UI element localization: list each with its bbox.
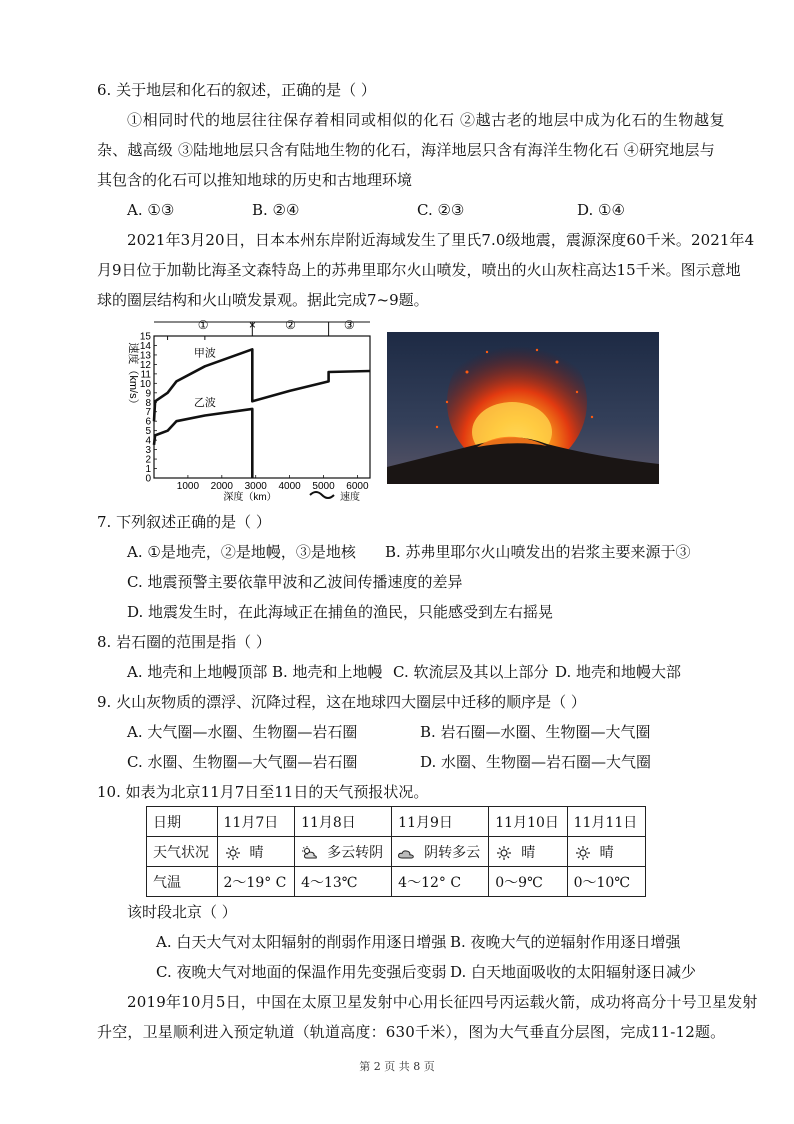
table-header: 日期 (147, 807, 218, 837)
intro11-12-line1: 2019年10月5日，中国在太原卫星发射中心用长征四号丙运载火箭，成功将高分十号卫星发射 (127, 993, 758, 1011)
y-tick-label: 13 (139, 350, 151, 362)
y-tick-label: 10 (139, 378, 151, 390)
q6-option-a: A. ①③ (127, 201, 175, 219)
chart-top-label: × (248, 318, 256, 332)
q10-sub-stem: 该时段北京（ ） (127, 903, 237, 921)
x-tick-label: 1000 (176, 481, 200, 492)
weather-text: 晴 (599, 844, 614, 861)
series-label: 甲波 (193, 347, 216, 360)
weather-text: 阴转多云 (424, 844, 481, 861)
q8-stem: 8. 岩石圈的范围是指（ ） (97, 633, 271, 651)
y-tick-label: 3 (145, 445, 151, 457)
table-cell: 4～12° C (392, 867, 489, 897)
q9-stem: 9. 火山灰物质的漂浮、沉降过程，这在地球四大圈层中迁移的顺序是（ ） (97, 693, 586, 711)
table-header: 11月9日 (392, 807, 489, 837)
chart-top-label: ② (285, 318, 296, 332)
table-header: 11月8日 (295, 807, 392, 837)
q6-option-d: D. ①④ (577, 201, 625, 219)
table-cell (567, 837, 645, 867)
q9-option-b: B. 岩石圈—水圈、生物圈—大气圈 (420, 723, 651, 741)
x-tick-label: 3000 (244, 481, 267, 492)
table-cell (217, 837, 295, 867)
chart-top-label: ③ (343, 318, 355, 332)
x-tick-label: 5000 (312, 481, 335, 492)
q9-option-c: C. 水圈、生物圈—大气圈—岩石圈 (127, 753, 358, 771)
sun-icon (495, 846, 513, 860)
table-cell: 天气状况 (147, 837, 218, 867)
table-cell: 4～13℃ (295, 867, 392, 897)
y-tick-label: 12 (139, 359, 151, 371)
intro7-9-line3: 球的圈层结构和火山喷发景观。据此完成7~9题。 (97, 291, 429, 309)
q6-line2: 杂、越高级 ③陆地地层只含有陆地生物的化石，海洋地层只含有海洋生物化石 ④研究地层与 (97, 141, 715, 159)
sun-icon (574, 846, 592, 860)
q10-option-d: D. 白天地面吸收的太阳辐射逐日减少 (450, 963, 697, 981)
intro11-12-line2: 升空，卫星顺利进入预定轨道（轨道高度：630千米），图为大气垂直分层图，完成11-12题。 (97, 1023, 726, 1041)
q6-option-c: C. ②③ (417, 201, 465, 219)
q8-option-b: B. 地壳和上地幔 (272, 663, 383, 681)
x-tick-label: 2000 (210, 481, 233, 492)
y-tick-label: 4 (145, 435, 151, 447)
seismic-wave-chart (118, 316, 378, 506)
x-tick-label: 4000 (278, 481, 301, 492)
table-cell: 气温 (147, 867, 218, 897)
y-tick-label: 2 (145, 454, 151, 466)
q6-option-b: B. ②④ (252, 201, 300, 219)
y-tick-label: 6 (145, 416, 151, 428)
y-tick-label: 0 (145, 473, 151, 485)
y-tick-label: 1 (145, 464, 151, 476)
series-line-1 (154, 349, 370, 421)
page-footer: 第 2 页 共 8 页 (359, 1060, 435, 1073)
q8-option-d: D. 地壳和地幔大部 (555, 663, 682, 681)
q10-stem: 10. 如表为北京11月7日至11日的天气预报状况。 (97, 783, 429, 801)
intro7-9-line1: 2021年3月20日，日本本州东岸附近海域发生了里氏7.0级地震，震源深度60千米。2021年4 (127, 231, 755, 249)
chart-x-label: 深度（km） (223, 492, 277, 503)
weather-text: 晴 (521, 844, 536, 861)
y-tick-label: 15 (139, 331, 151, 343)
table-header: 11月11日 (567, 807, 645, 837)
q10-option-c: C. 夜晚大气对地面的保温作用先变强后变弱 (156, 963, 447, 981)
table-row (147, 867, 646, 897)
q9-option-a: A. 大气圈—水圈、生物圈—岩石圈 (127, 723, 358, 741)
table-header: 11月7日 (217, 807, 295, 837)
q6-stem: 6. 关于地层和化石的叙述，正确的是（ ） (97, 81, 376, 99)
table-header: 11月10日 (489, 807, 567, 837)
series-line-2 (154, 409, 252, 478)
q7-option-d: D. 地震发生时，在此海域正在捕鱼的渔民，只能感受到左右摇晃 (127, 603, 554, 621)
chart-plot-frame (154, 336, 370, 478)
q7-option-a: A. ①是地壳，②是地幔，③是地核 (127, 543, 356, 561)
table-cell: 2～19° C (217, 867, 295, 897)
y-tick-label: 7 (145, 407, 151, 419)
table-cell: 0～10℃ (567, 867, 645, 897)
table-cell: 0～9℃ (489, 867, 567, 897)
sun-icon (224, 846, 242, 860)
q6-line3: 其包含的化石可以推知地球的历史和古地理环境 (97, 171, 413, 189)
table-cell (295, 837, 392, 867)
table-row (147, 807, 646, 837)
y-tick-label: 14 (139, 340, 151, 352)
table-cell (392, 837, 489, 867)
q9-option-d: D. 水圈、生物圈—岩石圈—大气圈 (420, 753, 652, 771)
series-label: 乙波 (193, 396, 216, 409)
table-row (147, 837, 646, 867)
x-legend-wave-mark (310, 492, 334, 498)
weather-forecast-table (146, 806, 646, 897)
y-tick-label: 8 (145, 397, 151, 409)
q7-option-b: B. 苏弗里耶尔火山喷发出的岩浆主要来源于③ (385, 543, 691, 561)
cloudy-icon (301, 846, 319, 860)
x-tick-label: 6000 (346, 481, 369, 492)
volcano-eruption-photo (387, 332, 659, 484)
q7-option-c: C. 地震预警主要依靠甲波和乙波间传播速度的差异 (127, 573, 463, 591)
chart-x-legend: 速度 (340, 492, 360, 503)
q8-option-a: A. 地壳和上地幔顶部 (127, 663, 268, 681)
weather-text: 多云转阴 (327, 844, 384, 861)
q8-option-c: C. 软流层及其以上部分 (393, 663, 549, 681)
q7-stem: 7. 下列叙述正确的是（ ） (97, 513, 271, 531)
y-tick-label: 5 (145, 426, 151, 438)
table-cell (489, 837, 567, 867)
q10-option-a: A. 白天大气对太阳辐射的削弱作用逐日增强 (156, 933, 447, 951)
chart-y-label: 速度（km/s） (127, 342, 139, 410)
intro7-9-line2: 月9日位于加勒比海圣文森特岛上的苏弗里耶尔火山喷发，喷出的火山灰柱高达15千米。图示意地 (97, 261, 741, 279)
weather-text: 晴 (249, 844, 264, 861)
chart-top-label: ① (197, 318, 209, 332)
q6-line1: ①相同时代的地层往往保存着相同或相似的化石 ②越古老的地层中成为化石的生物越复 (127, 111, 726, 129)
q10-option-b: B. 夜晚大气的逆辐射作用逐日增强 (450, 933, 681, 951)
y-tick-label: 9 (145, 388, 151, 400)
overcast-icon (398, 846, 416, 860)
y-tick-label: 11 (140, 369, 151, 381)
